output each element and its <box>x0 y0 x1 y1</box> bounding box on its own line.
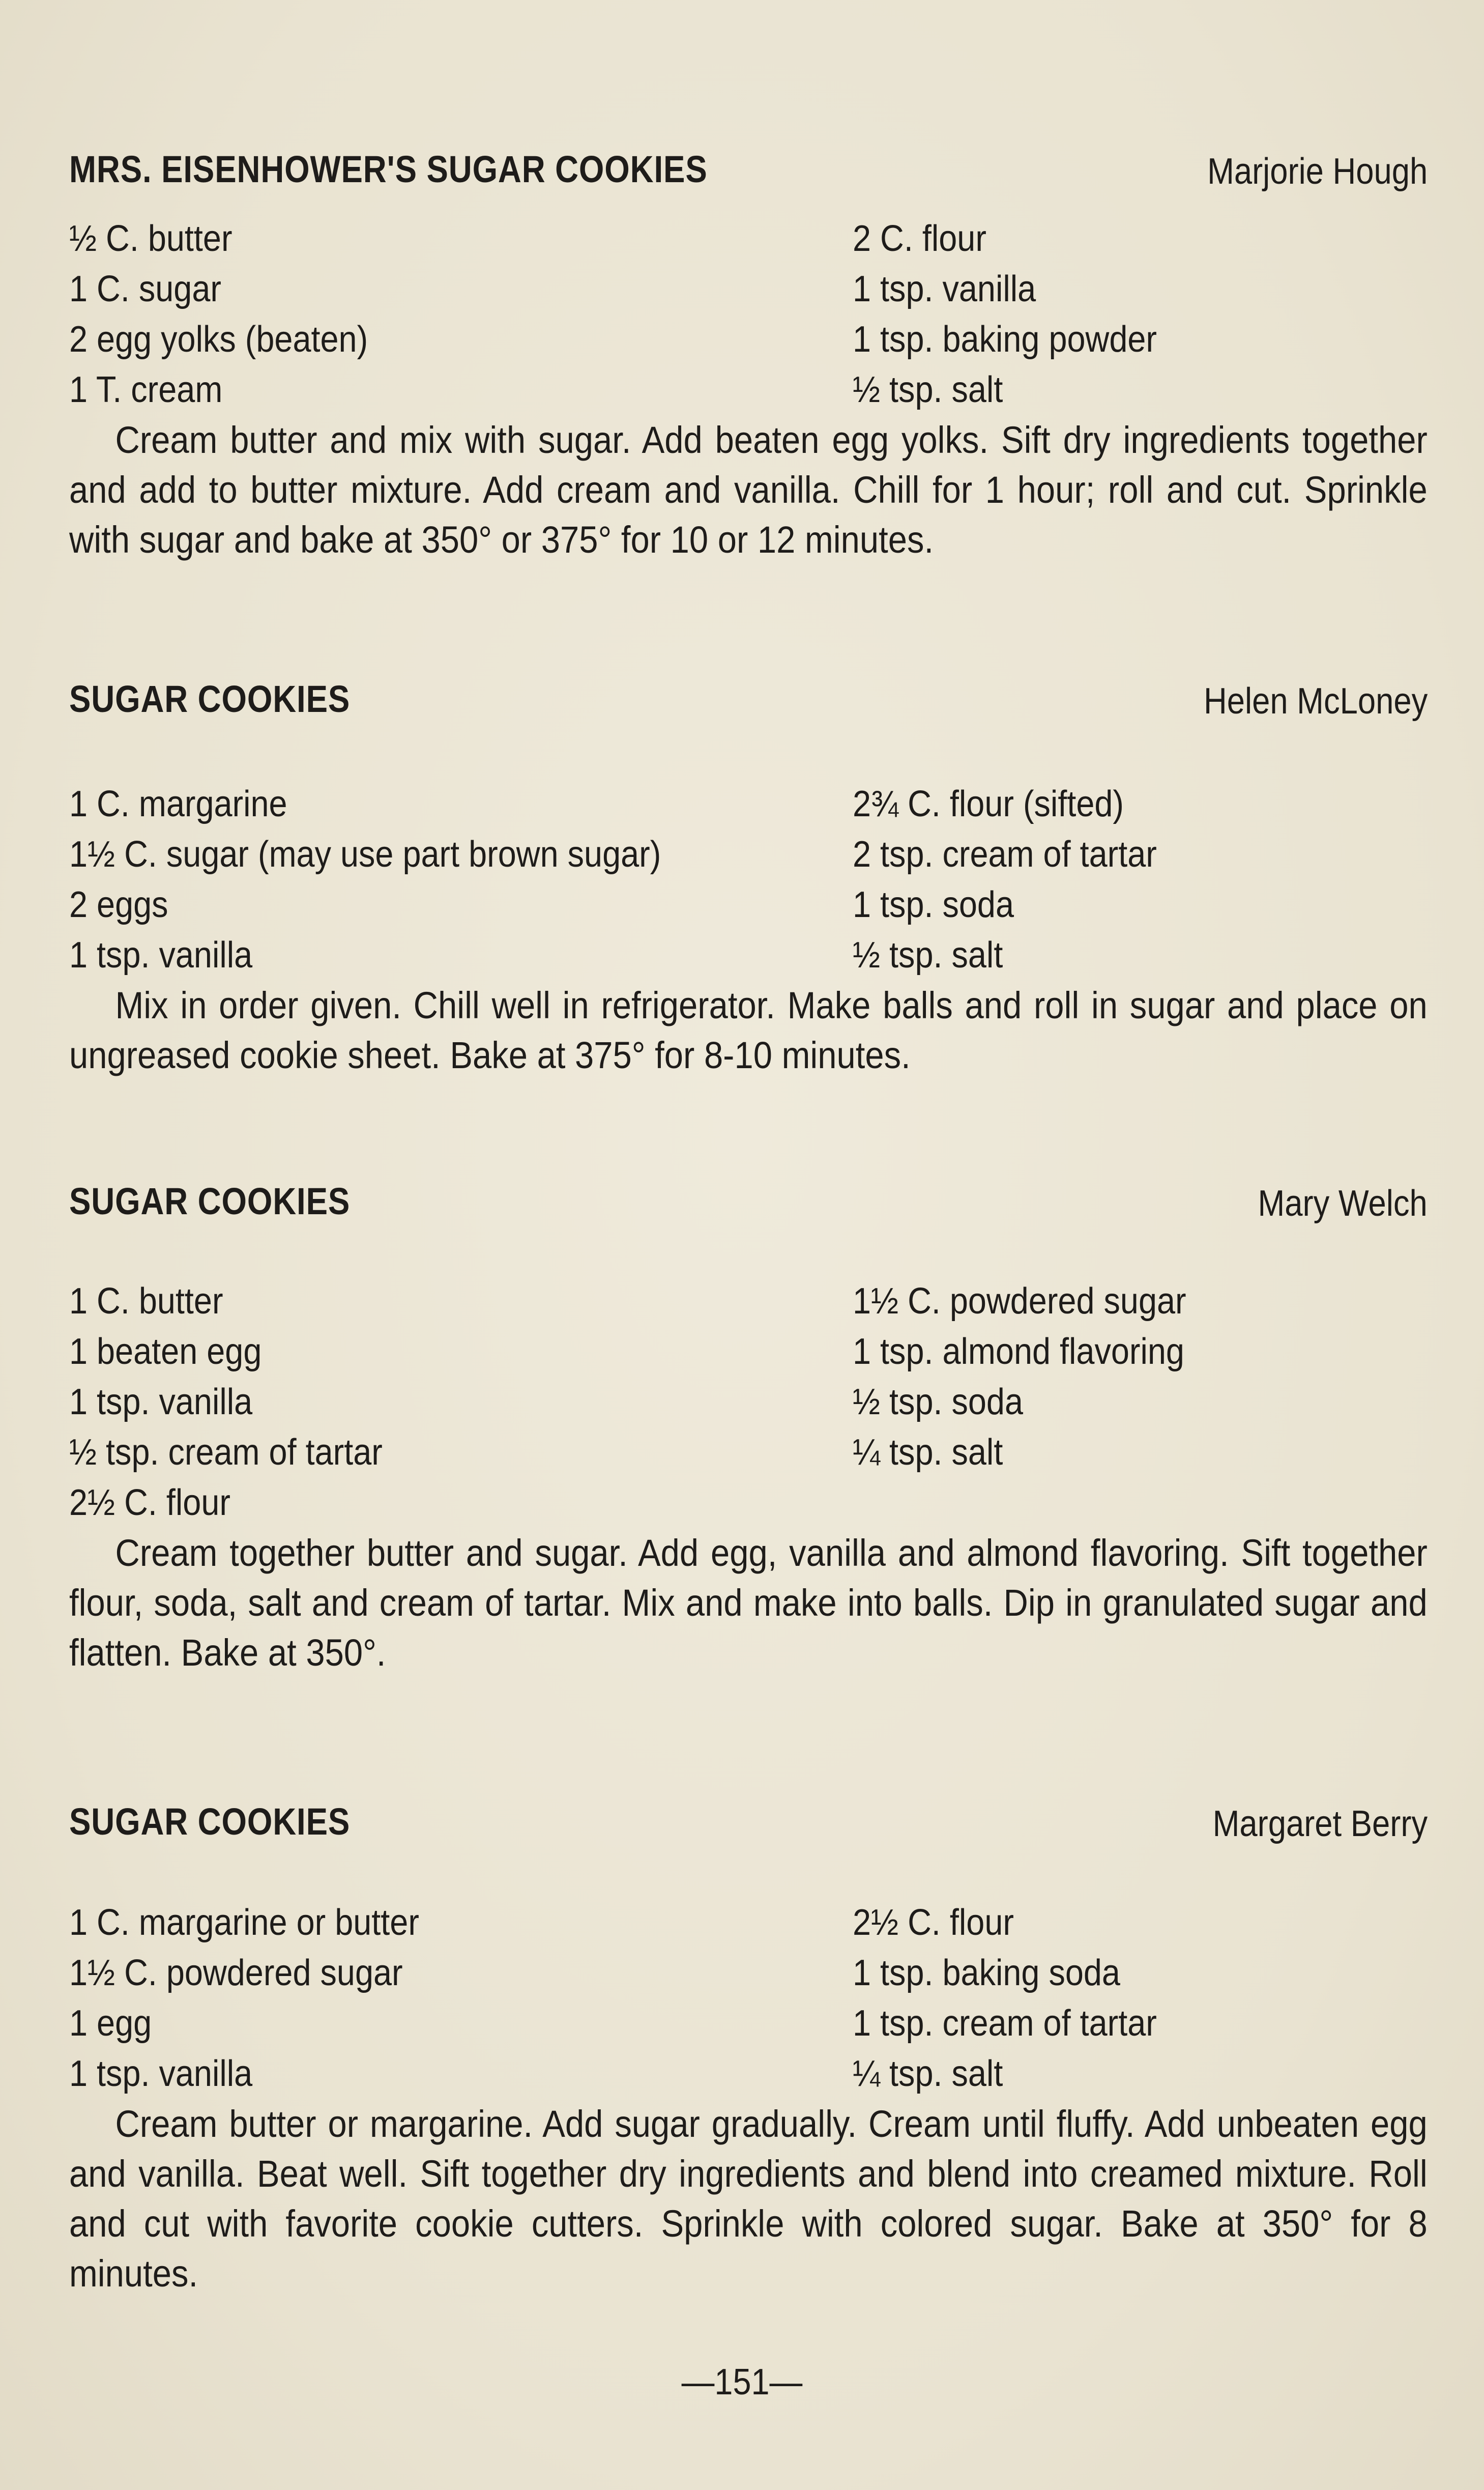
ingredient: 1 tsp. soda <box>853 884 1014 925</box>
ingredient-list <box>69 779 1428 981</box>
ingredient: 2 C. flour <box>853 218 986 259</box>
recipe-header <box>69 677 1428 779</box>
recipe-mrs-eisenhower-sugar-cookies <box>69 148 1428 565</box>
ingredient: ¼ tsp. salt <box>853 2053 1003 2094</box>
ingredient: 2 tsp. cream of tartar <box>853 834 1157 875</box>
recipe-header <box>69 1800 1428 1898</box>
ingredient: 1 C. butter <box>69 1281 223 1322</box>
ingredient: 1½ C. powdered sugar <box>69 1953 403 1993</box>
recipe-method: Cream butter and mix with sugar. Add beaten egg yolks. Sift dry ingredients together and add to butter mixture. Add cream and vanilla. Chill for 1 hour; roll and cut. Sprinkle with sugar and bake at 350° or 375° for 10 or 12 minutes. <box>69 419 1428 561</box>
ingredient: 2 egg yolks (beaten) <box>69 319 368 360</box>
ingredient: 1 tsp. baking powder <box>853 319 1157 360</box>
ingredient: 1 tsp. baking soda <box>853 1953 1120 1993</box>
recipe-author: Margaret Berry <box>1212 1804 1428 1844</box>
recipe-title: SUGAR COOKIES <box>69 1800 351 1843</box>
ingredient: 1 beaten egg <box>69 1331 262 1372</box>
recipe-sugar-cookies-welch <box>69 1180 1428 1678</box>
ingredient: 2 eggs <box>69 884 168 925</box>
recipe-sugar-cookies-mcloney <box>69 677 1428 1080</box>
ingredient: 1 tsp. vanilla <box>69 935 253 976</box>
recipe-author: Marjorie Hough <box>1207 151 1428 192</box>
ingredient: 1 tsp. vanilla <box>853 269 1036 309</box>
recipe-sugar-cookies-berry <box>69 1800 1428 2299</box>
ingredient: ½ tsp. soda <box>853 1382 1024 1422</box>
ingredient: ½ tsp. salt <box>853 369 1003 410</box>
ingredient: 2½ C. flour <box>853 1902 1014 1943</box>
recipe-header <box>69 148 1428 214</box>
ingredient: 2½ C. flour <box>69 1482 230 1523</box>
ingredient: 1 tsp. vanilla <box>69 2053 253 2094</box>
ingredient-list <box>69 214 1428 415</box>
ingredient: ½ tsp. cream of tartar <box>69 1432 383 1473</box>
recipe-method: Cream butter or margarine. Add sugar gradually. Cream until fluffy. Add unbeaten egg and vanilla. Beat well. Sift together dry ingredients and blend into creamed mixture. Roll and cut with favorite cookie cutters. Sprinkle with colored sugar. Bake at 350° for 8 minutes. <box>69 2103 1428 2295</box>
ingredient: ½ C. butter <box>69 218 232 259</box>
recipe-title: SUGAR COOKIES <box>69 1180 351 1222</box>
ingredient: 1½ C. powdered sugar <box>853 1281 1186 1322</box>
ingredient: 1 C. sugar <box>69 269 221 309</box>
recipe-method: Cream together butter and sugar. Add egg, vanilla and almond flavoring. Sift together flour, soda, salt and cream of tartar. Mix and make into balls. Dip in granulated sugar and flatten. Bake at 350°. <box>69 1532 1428 1674</box>
ingredient: 2¾ C. flour (sifted) <box>853 784 1124 824</box>
ingredient: ¼ tsp. salt <box>853 1432 1003 1473</box>
ingredient: 1 tsp. vanilla <box>69 1382 253 1422</box>
recipe-header <box>69 1180 1428 1276</box>
recipes-column <box>69 148 1428 2299</box>
ingredient: 1 egg <box>69 2003 152 2044</box>
ingredient-list <box>69 1898 1428 2099</box>
recipe-author: Mary Welch <box>1258 1183 1428 1224</box>
ingredient: 1 tsp. cream of tartar <box>853 2003 1157 2044</box>
ingredient-list <box>69 1276 1428 1528</box>
recipe-method: Mix in order given. Chill well in refrigerator. Make balls and roll in sugar and place on ungreased cookie sheet. Bake at 375° for 8-10 minutes. <box>69 984 1428 1076</box>
ingredient: 1 C. margarine <box>69 784 287 824</box>
recipe-title: SUGAR COOKIES <box>69 678 351 720</box>
recipe-title: MRS. EISENHOWER'S SUGAR COOKIES <box>69 148 708 190</box>
ingredient: ½ tsp. salt <box>853 935 1003 976</box>
ingredient: 1½ C. sugar (may use part brown sugar) <box>69 834 661 875</box>
ingredient <box>853 1478 1370 1528</box>
ingredient: 1 T. cream <box>69 369 223 410</box>
ingredient: 1 tsp. almond flavoring <box>853 1331 1184 1372</box>
recipe-author: Helen McLoney <box>1203 681 1428 722</box>
ingredient: 1 C. margarine or butter <box>69 1902 419 1943</box>
page-number: —151— <box>681 2362 803 2402</box>
